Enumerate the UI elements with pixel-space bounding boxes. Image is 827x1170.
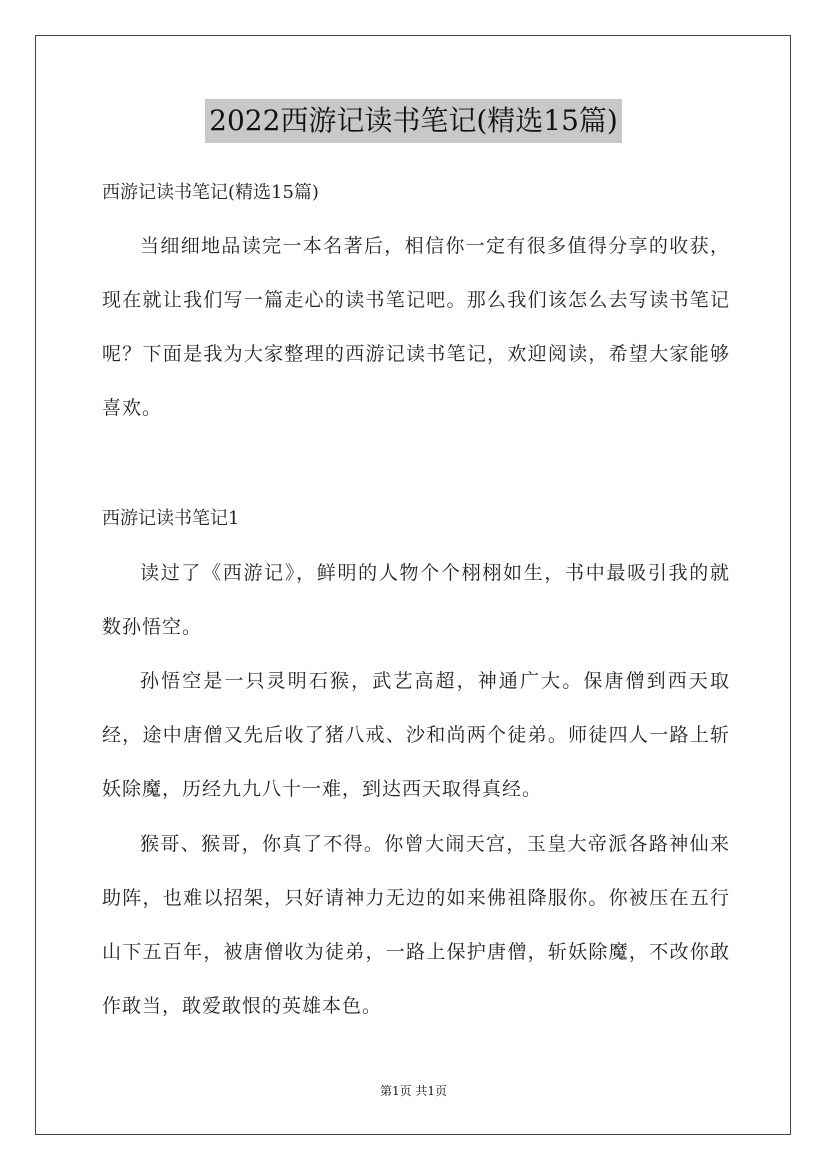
- intro-paragraph: 当细细地品读完一本名著后，相信你一定有很多值得分享的收获，现在就让我们写一篇走心的读书笔记吧。那么我们该怎么去写读书笔记呢？下面是我为大家整理的西游记读书笔记，欢迎阅读，希望大家能够喜欢。: [102, 235, 730, 419]
- document-subtitle: 西游记读书笔记(精选15篇): [102, 182, 319, 203]
- body-paragraph-1: 读过了《西游记》，鲜明的人物个个栩栩如生，书中最吸引我的就数孙悟空。: [102, 562, 730, 638]
- body-paragraph-2: 孙悟空是一只灵明石猴，武艺高超，神通广大。保唐僧到西天取经，途中唐僧又先后收了猪八戒、沙和尚两个徒弟。师徒四人一路上斩妖除魔，历经九九八十一难，到达西天取得真经。: [102, 670, 730, 800]
- section-heading: 西游记读书笔记1: [102, 508, 240, 529]
- document-title: 2022西游记读书笔记(精选15篇): [205, 99, 622, 143]
- body-paragraph-3: 猴哥、猴哥，你真了不得。你曾大闹天宫，玉皇大帝派各路神仙来助阵，也难以招架，只好请神力无边的如来佛祖降服你。你被压在五行山下五百年，被唐僧收为徒弟，一路上保护唐僧，斩妖除魔，不改你敢作敢当，敢爱敢恨的英雄本色。: [102, 833, 730, 1017]
- page-number-footer: 第1页 共1页: [379, 1084, 448, 1098]
- title-container: [0, 99, 827, 143]
